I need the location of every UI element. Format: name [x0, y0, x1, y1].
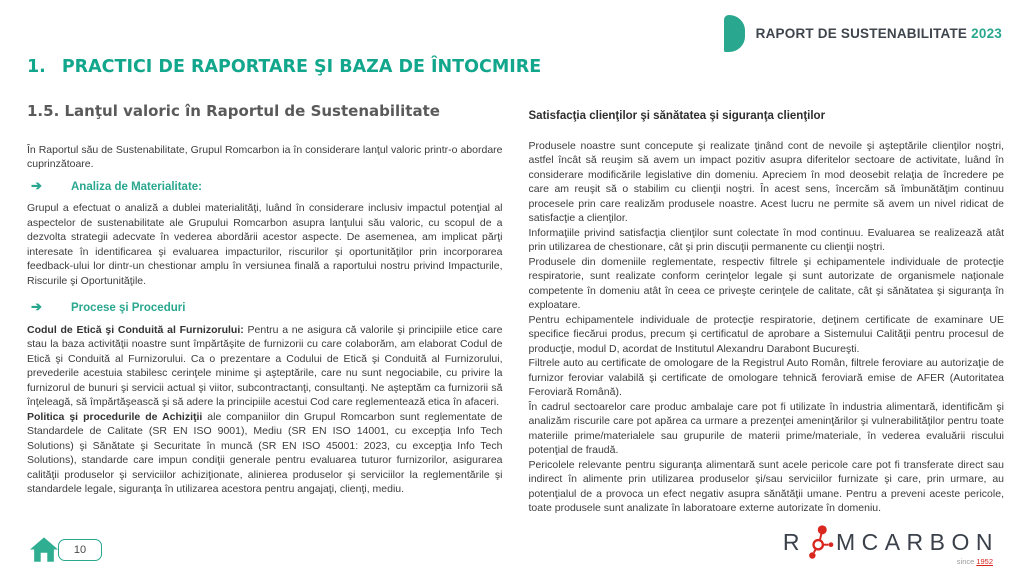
subsection-title: 1.5. Lanţul valoric în Raportul de Sustenabilitate — [27, 102, 440, 120]
paragraph-procurement-policy — [27, 410, 503, 497]
home-icon — [29, 536, 59, 563]
leaf-icon — [724, 15, 745, 52]
paragraph-materiality: Grupul a efectuat o analiză a dublei materialităţi, luând în considerare inclusiv impactul potenţial al aspectelor de sustenabilitate ale Grupului Romcarbon asupra lanţului său valoric, cu scopul de a dezvolta strategii adecvate în vederea abordării acestor aspecte. De asemenea, am implicat părţi interesate în identificarea şi evaluarea impacturilor, riscurilor şi oportunităţilor prin incorporarea feedback-ului lor dintr-un chestionar amplu în versiunea finală a raportului nostru privind Impacturile, Riscurile şi Oportunităţile. — [27, 202, 503, 287]
ethics-code-text: Pentru a ne asigura că valorile şi principiile etice care stau la baza activităţii noastre sunt împărtăşite de furnizorii cu care colaborăm, am elaborat Codul de Etică şi Conduită al Furnizorului. Ca o prezentare a Codului de Etică şi Conduită al Furnizorului, prevederile acestuia stabilesc cerinţele minime şi aşteptările, care nu sunt negociabile, cu privire la furnizorul de bunuri şi servicii actual şi viitor, subcontractanţi, consultanţi. Ne aşteptăm ca furnizorii să înţeleagă, să împărtăşească şi să adere la principiile acestui Cod care reglementează etica în afaceri. — [27, 323, 503, 408]
bullet-processes — [31, 300, 503, 316]
logo-letters-mcarbon: MCARBON — [835, 528, 999, 555]
report-title-text: RAPORT DE SUSTENABILITATE — [755, 26, 968, 41]
bullet-materiality — [31, 179, 503, 195]
section-number: 1. — [27, 57, 46, 77]
section-title — [27, 57, 1004, 77]
right-column — [529, 104, 1005, 516]
arrow-right-icon: ➔ — [31, 177, 42, 193]
paragraph: Produsele noastre sunt concepute şi realizate ţinând cont de nevoile şi aşteptările clienţilor noştri, astfel încât să reuşim să avem un impact pozitiv asupra diferitelor sectoare de activitate, luând în considerare modificările legislative din domeniu. Apreciem în mod deosebit relaţia de încredere pe care am reuşit să o stabilim cu clienţii noştri. În acest sens, încercăm să îmbunătăţim continuu procesele prin care realizăm produsele noastre. Acest lucru ne permite să avem un nivel ridicat de satisfacţie a clienţilor. — [528, 139, 1004, 224]
customer-satisfaction-heading: Satisfacţia clienţilor şi sănătatea şi siguranţa clienţilor — [528, 110, 826, 122]
report-banner-title — [756, 26, 1002, 41]
tagline-year: 1952 — [976, 557, 993, 566]
bullet-materiality-label: Analiza de Materialitate: — [71, 180, 203, 193]
paragraph: Pentru echipamentele individuale de protecţie respiratorie, deţinem certificate de examinare UE specifice fiecărui produs, precum şi certificatul de aprobare a Sistemului Calităţii pentru procesul de producţie, modul D, acordat de Institutul Alexandru Darabont Bucureşti. — [528, 313, 1004, 355]
page-number-badge — [58, 539, 102, 561]
logo-letter-r: R — [782, 528, 806, 555]
romcarbon-logo — [783, 524, 999, 566]
procurement-policy-text: ale companiilor din Grupul Romcarbon sunt reglementate de Standardele de Calitate (SR EN ISO 9001), Mediu (SR EN ISO 14001, cu excepţia Info Tech Solutions) şi Sănătate şi Securitate în muncă (SR EN ISO 45001: 2023, cu excepţia Info Tech Solutions), standarde care impun condiţii generale pentru evaluarea tuturor furnizorilor, asigurarea calităţii produselor şi serviciilor achiziţionate, alinierea produselor şi serviciilor la reglementările şi standardele legale, siguranţa în utilizarea acestora pentru angajaţi, clienţi, mediu. — [27, 410, 503, 495]
page-number: 10 — [73, 544, 87, 556]
paragraph-ethics-code — [27, 323, 503, 410]
paragraph: Pericolele relevante pentru siguranţa alimentară sunt acele pericole care pot fi transferate direct sau indirect în alimente prin utilizarea produselor şi/sau serviciilor furnizate şi care, prin urmare, au potenţialul de a provoca un efect negativ asupra sănătăţii umane. Pentru a preveni aceste pericole, toate produsele sunt analizate în laboratoare externe autorizate în domeniu. — [528, 458, 1004, 514]
report-banner — [724, 15, 1002, 52]
bullet-processes-label: Procese şi Proceduri — [71, 302, 186, 314]
paragraph-intro: În Raportul său de Sustenabilitate, Grupul Romcarbon ia în considerare lanţul valoric printr-o abordare cuprinzătoare. — [27, 143, 503, 170]
arrow-right-icon: ➔ — [31, 299, 42, 314]
tagline-since: since — [956, 557, 975, 566]
paragraph: În cadrul sectoarelor care produc ambalaje care pot fi utilizate în industria alimentară, identificăm şi analizăm riscurile care pot apărea ca urmare a prezenţei ameninţărilor şi vulnerabilităţilor pentru toate materiile prime/materialele sau grupurile de materii prime/materiale, în vederea evaluării riscului potenţial de fraudă. — [528, 400, 1004, 456]
paragraph: Informaţiile privind satisfacţia clienţilor sunt colectate în mod continuu. Evaluarea se realizează atât prin utilizarea de chestionare, cât şi prin discuţii permanente cu clienţii noştri. — [528, 226, 1004, 253]
molecule-icon — [806, 524, 834, 560]
home-button[interactable] — [29, 536, 59, 563]
paragraph: Produsele din domeniile reglementate, respectiv filtrele şi echipamentele individuale de protecţie respiratorie, sunt realizate conform cerinţelor legale şi sunt autorizate de organismele naţionale competente în domeniu atât în ceea ce priveşte cerinţele de calitate, cât şi sănătatea şi siguranţa în exploatare. — [528, 255, 1004, 311]
paragraph: Filtrele auto au certificate de omologare de la Registrul Auto Român, filtrele feroviare au autorizaţie de furnizor feroviar valabilă şi certificate de omologare tehnică feroviară emise de AFER (Autoritatea Feroviară Română). — [528, 357, 1004, 398]
procurement-policy-lead: Politica şi procedurile de Achiziţii — [27, 410, 203, 423]
report-year: 2023 — [971, 26, 1002, 41]
left-column — [27, 104, 503, 516]
section-title-text: PRACTICI DE RAPORTARE ŞI BAZA DE ÎNTOCMIRE — [61, 57, 542, 77]
ethics-code-lead: Codul de Etică şi Conduită al Furnizorului: — [27, 323, 244, 336]
